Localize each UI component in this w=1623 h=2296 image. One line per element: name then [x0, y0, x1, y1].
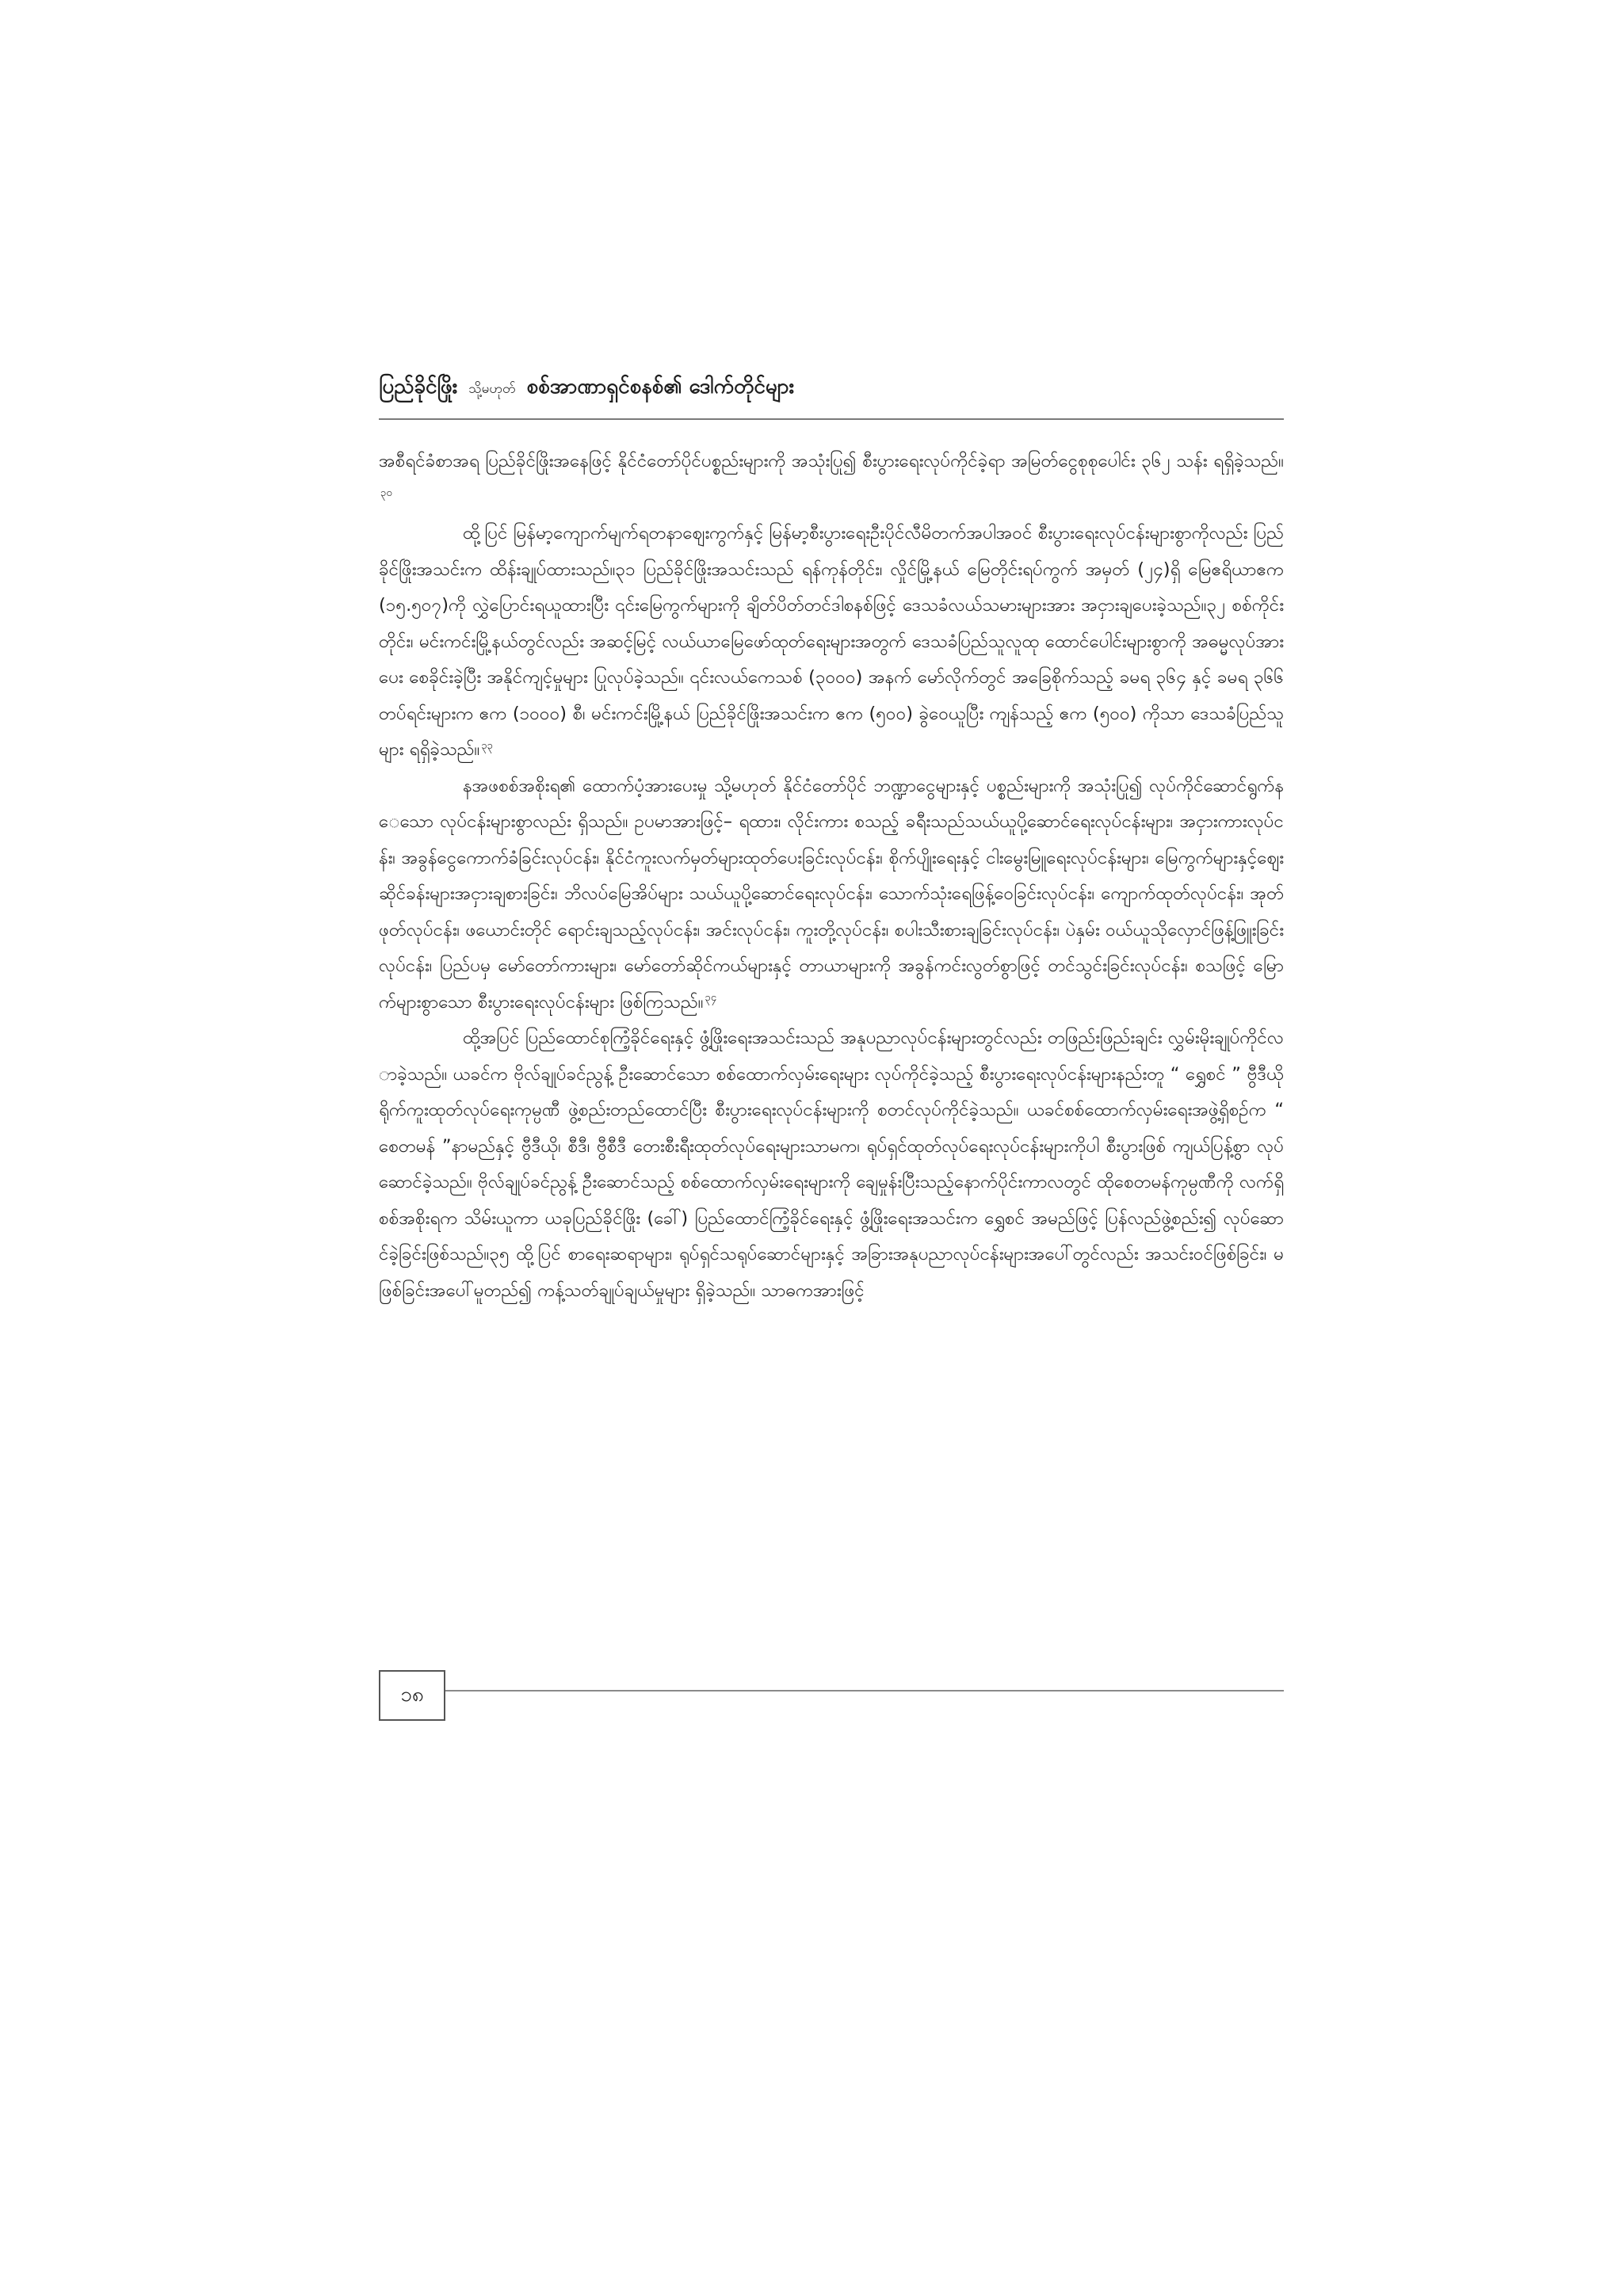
header-conjunction: သို့မဟုတ်	[468, 381, 516, 397]
footnote-ref-1[interactable]: ၃၀	[380, 487, 392, 499]
footnote-ref-2[interactable]: ၃၃	[481, 739, 493, 752]
paragraph-3-text: နအဖစစ်အစိုးရ၏ ထောက်ပံ့အားပေးမှု သို့မဟုတ် နိုင်ငံတော်ပိုင် ဘဏ္ဍာငွေများနှင့် ပစ္စည်းများကို အသုံးပြု၍ လုပ်ကိုင်ဆောင်ရွက်နေသော လုပ်ငန်းများစွာလည်း ရှိသည်။ ဥပမာအားဖြင့်– ရထား၊ လိုင်းကား စသည့် ခရီးသည်သယ်ယူပို့ဆောင်ရေးလုပ်ငန်းများ၊ အငှားကားလုပ်ငန်း၊ အခွန်ငွေကောက်ခံခြင်းလုပ်ငန်း၊ နိုင်ငံကူးလက်မှတ်များထုတ်ပေးခြင်းလုပ်ငန်း၊ စိုက်ပျိုးရေးနှင့် ငါးမွေးမြူရေးလုပ်ငန်းများ၊ မြေကွက်များနှင့်ဈေးဆိုင်ခန်းများအငှားချစားခြင်း၊ ဘိလပ်မြေအိပ်များ သယ်ယူပို့ဆောင်ရေးလုပ်ငန်း၊ သောက်သုံးရေဖြန့်ဝေခြင်းလုပ်ငန်း၊ ကျောက်ထုတ်လုပ်ငန်း၊ အုတ်ဖုတ်လုပ်ငန်း၊ ဖယောင်းတိုင် ရောင်းချသည့်လုပ်ငန်း၊ အင်းလုပ်ငန်း၊ ကူးတို့လုပ်ငန်း၊ စပါးသီးစားချခြင်းလုပ်ငန်း၊ ပဲနှမ်း ဝယ်ယူသိုလှောင်ဖြန့်ဖြူးခြင်းလုပ်ငန်း၊ ပြည်ပမှ မော်တော်ကားများ၊ မော်တော်ဆိုင်ကယ်များနှင့် တာယာများကို အခွန်ကင်းလွတ်စွာဖြင့် တင်သွင်းခြင်းလုပ်ငန်း၊ စသဖြင့် မြောက်များစွာသော စီးပွားရေးလုပ်ငန်းများ ဖြစ်ကြသည်။	[379, 775, 1284, 1013]
header-title: ပြည်ခိုင်ဖြိုး	[379, 375, 458, 399]
running-header	[379, 372, 1282, 403]
paragraph-2-text: ထို့ပြင် မြန်မာ့ကျောက်မျက်ရတနာဈေးကွက်နှင့် မြန်မာ့စီးပွားရေးဦးပိုင်လီမိတက်အပါအဝင် စီးပွားရေးလုပ်ငန်းများစွာကိုလည်း ပြည်ခိုင်ဖြိုးအသင်းက ထိန်းချုပ်ထားသည်။၃၁ ပြည်ခိုင်ဖြိုးအသင်းသည် ရန်ကုန်တိုင်း၊ လှိုင်မြို့နယ် မြေတိုင်းရပ်ကွက် အမှတ် (၂၄)ရှိ မြေဧရိယာဧက (၁၅.၅၀၇)ကို လွှဲပြောင်းရယူထားပြီး ၎င်းမြေကွက်များကို ချိတ်ပိတ်တင်ဒါစနစ်ဖြင့် ဒေသခံလယ်သမားများအား အငှားချပေးခဲ့သည်။၃၂ စစ်ကိုင်းတိုင်း၊ မင်းကင်းမြို့နယ်တွင်လည်း အဆင့်မြင့် လယ်ယာမြေဖော်ထုတ်ရေးများအတွက် ဒေသခံပြည်သူလူထု ထောင်ပေါင်းများစွာကို အဓမ္မလုပ်အားပေး စေခိုင်းခဲ့ပြီး အနိုင်ကျင့်မှုများ ပြုလုပ်ခဲ့သည်။ ၎င်းလယ်ကေသစ် (၃၀၀၀) အနက် မော်လိုက်တွင် အခြေစိုက်သည့် ခမရ ၃၆၄ နှင့် ခမရ ၃၆၆ တပ်ရင်းများက ဧက (၁၀၀၀) စီ၊ မင်းကင်းမြို့နယ် ပြည်ခိုင်ဖြိုးအသင်းက ဧက (၅၀၀) ခွဲဝေယူပြီး ကျန်သည့် ဧက (၅၀၀) ကိုသာ ဒေသခံပြည်သူများ ရရှိခဲ့သည်။	[379, 523, 1284, 760]
page-number: ၁၈	[400, 1682, 424, 1707]
paragraph-2	[379, 516, 1284, 769]
header-rule	[379, 418, 1284, 420]
body-text	[379, 444, 1284, 1592]
footer-rule	[379, 1690, 1284, 1691]
paragraph-4	[379, 1020, 1284, 1309]
header-subtitle: စစ်အာဏာရှင်စနစ်၏ ဒေါက်တိုင်များ	[526, 375, 795, 399]
paragraph-3	[379, 769, 1284, 1021]
paragraph-1-text: အစီရင်ခံစာအရ ပြည်ခိုင်ဖြိုးအနေဖြင့် နိုင်ငံတော်ပိုင်ပစ္စည်းများကို အသုံးပြု၍ စီးပွားရေးလုပ်ကိုင်ခဲ့ရာ အမြတ်ငွေစုစုပေါင်း ၃၆၂ သန်း ရရှိခဲ့သည်။	[379, 451, 1284, 471]
paragraph-4-text: ထို့အပြင် ပြည်ထောင်စုကြံ့ခိုင်ရေးနှင့် ဖွံ့ဖြိုးရေးအသင်းသည် အနုပညာလုပ်ငန်းများတွင်လည်း တဖြည်းဖြည်းချင်း လွှမ်းမိုးချုပ်ကိုင်လာခဲ့သည်။ ယခင်က ဗိုလ်ချုပ်ခင်ညွန့် ဦးဆောင်သော စစ်ထောက်လှမ်းရေးများ လုပ်ကိုင်ခဲ့သည့် စီးပွားရေးလုပ်ငန်းများနည်းတူ “ ရွှေစင် ” ဗွီဒီယို ရိုက်ကူးထုတ်လုပ်ရေးကုမ္ပဏီ ဖွဲ့စည်းတည်ထောင်ပြီး စီးပွားရေးလုပ်ငန်းများကို စတင်လုပ်ကိုင်ခဲ့သည်။ ယခင်စစ်ထောက်လှမ်းရေးအဖွဲ့ရှိစဉ်က “ စေတမန် ”နာမည်နှင့် ဗွီဒီယို၊ စီဒီ၊ ဗွီစီဒီ တေးစီးရီးထုတ်လုပ်ရေးများသာမက၊ ရုပ်ရှင်ထုတ်လုပ်ရေးလုပ်ငန်းများကိုပါ စီးပွားဖြစ် ကျယ်ပြန့်စွာ လုပ်ဆောင်ခဲ့သည်။ ဗိုလ်ချုပ်ခင်ညွန့် ဦးဆောင်သည့် စစ်ထောက်လှမ်းရေးများကို ချေမှုန်းပြီးသည့်နောက်ပိုင်းကာလတွင် ထိုစေတမန်ကုမ္ပဏီကို လက်ရှိစစ်အစိုးရက သိမ်းယူကာ ယခုပြည်ခိုင်ဖြိုး (ခေါ်) ပြည်ထောင်ကြံ့ခိုင်ရေးနှင့် ဖွံ့ဖြိုးရေးအသင်းက ရွှေစင် အမည်ဖြင့် ပြန်လည်ဖွဲ့စည်း၍ လုပ်ဆောင်ခဲ့ခြင်းဖြစ်သည်။၃၅ ထို့ပြင် စာရေးဆရာများ၊ ရုပ်ရှင်သရုပ်ဆောင်များနှင့် အခြားအနုပညာလုပ်ငန်းများအပေါ်တွင်လည်း အသင်းဝင်ဖြစ်ခြင်း၊ မဖြစ်ခြင်းအပေါ်မူတည်၍ ကန့်သတ်ချုပ်ချယ်မှုများ ရှိခဲ့သည်။ သာဓကအားဖြင့်	[379, 1028, 1284, 1301]
page-number-box	[379, 1670, 445, 1721]
paragraph-1	[379, 444, 1284, 516]
footnote-ref-3[interactable]: ၃၄	[705, 992, 717, 1004]
